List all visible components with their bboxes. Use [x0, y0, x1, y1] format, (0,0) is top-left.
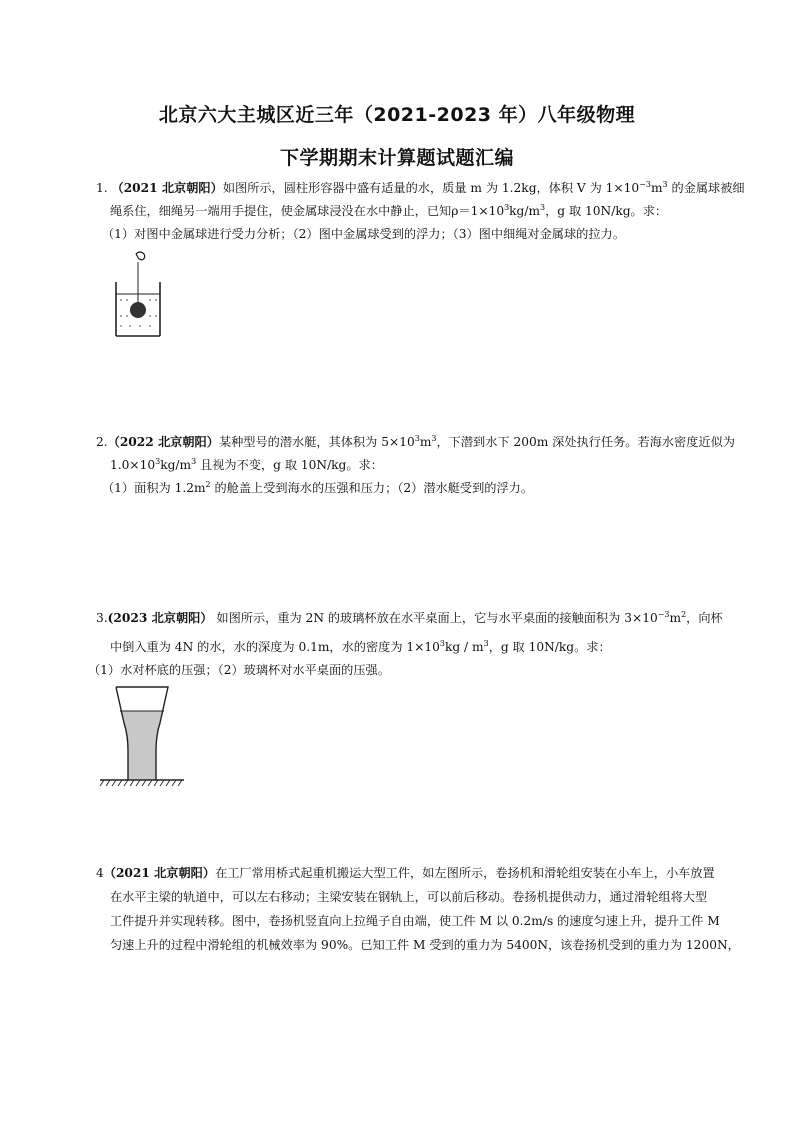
question-subparts: （1）面积为 $1.2m^2$ 的舱盖上受到海水的压强和压力；（2）潜水艇受到的浮力。	[102, 479, 534, 495]
question-source-tag: (2023 北京朝阳）	[107, 611, 213, 625]
question-number: 4	[96, 866, 104, 880]
question-number: 2.	[96, 435, 108, 449]
question-source-tag: （2022 北京朝阳）	[107, 435, 219, 449]
question-2: 2.（2022 北京朝阳）某种型号的潜水艇，其体积为 $5\times 10^3m^3$，下潜到水下 200m 深处执行任务。若海水密度近似为 $1.0\times 10^3kg/m^3$ 且视为不变，g 取 10N/kg。求： （1）面积为 $1.2m^2$ 的舱盖上受到海水的压强和压力；（2）潜水艇受到的浮力。	[96, 431, 735, 500]
question-source-tag: （2021 北京朝阳）	[103, 866, 216, 880]
question-3: 3.(2023 北京朝阳） 如图所示，重为 2N 的玻璃杯放在水平桌面上，它与水平桌面的接触面积为 $3\times 10^{-3}m^2$，向杯 中倒入重为 4N 的水，水的深度为 0.1m，水的密度为 $1\times 10^3kg / m^3$，g 取 10N/kg。求： （1）水对杯底的压强；（2）玻璃杯对水平桌面的压强。	[96, 607, 723, 682]
question-number: 3.	[96, 611, 108, 625]
question-number: 1.	[96, 181, 108, 195]
question-source-tag: （2021 北京朝阳）	[111, 181, 223, 195]
document-title-line2: 下学期期末计算题试题汇编	[279, 147, 514, 169]
document-title-line1: 北京六大主城区近三年（2021-2023 年）八年级物理	[158, 104, 636, 126]
question-1: 1. （2021 北京朝阳）如图所示，圆柱形容器中盛有适量的水，质量 m 为 1.2kg，体积 V 为 $1\times 10^{-3}m^3$ 的金属球被细 绳系住，细绳另一端用手提住，使金属球浸没在水中静止，已知$\rho=1\times 10^3kg/m^3$，g 取 10N/kg。求： （1）对图中金属球进行受力分析；（2）图中金属球受到的浮力；（3）图中细绳对金属球的拉力。	[96, 177, 745, 246]
question-subparts: （1）对图中金属球进行受力分析；（2）图中金属球受到的浮力；（3）图中细绳对金属球的拉力。	[102, 227, 625, 241]
figure-container-with-ball	[110, 250, 170, 340]
question-4: 4（2021 北京朝阳）在工厂常用桥式起重机搬运大型工件，如左图所示，卷扬机和滑轮组安装在小车上，小车放置 在水平主梁的轨道中，可以左右移动；主梁安装在钢轨上，可以前后移动。卷扬机提供动力，通过滑轮组将大型 工件提升并实现转移。图中，卷扬机竖直向上拉绳子自由端，使工件 M 以 0.2m/s 的速度匀速上升，提升工件 M 匀速上升的过程中滑轮组的机械效率为 90%。已知工件 M 受到的重力为 5400N，该卷扬机受到的重力为 1200N，	[96, 866, 740, 952]
question-subparts: （1）水对杯底的压强；（2）玻璃杯对水平桌面的压强。	[88, 663, 390, 677]
figure-glass-of-water	[98, 685, 188, 790]
